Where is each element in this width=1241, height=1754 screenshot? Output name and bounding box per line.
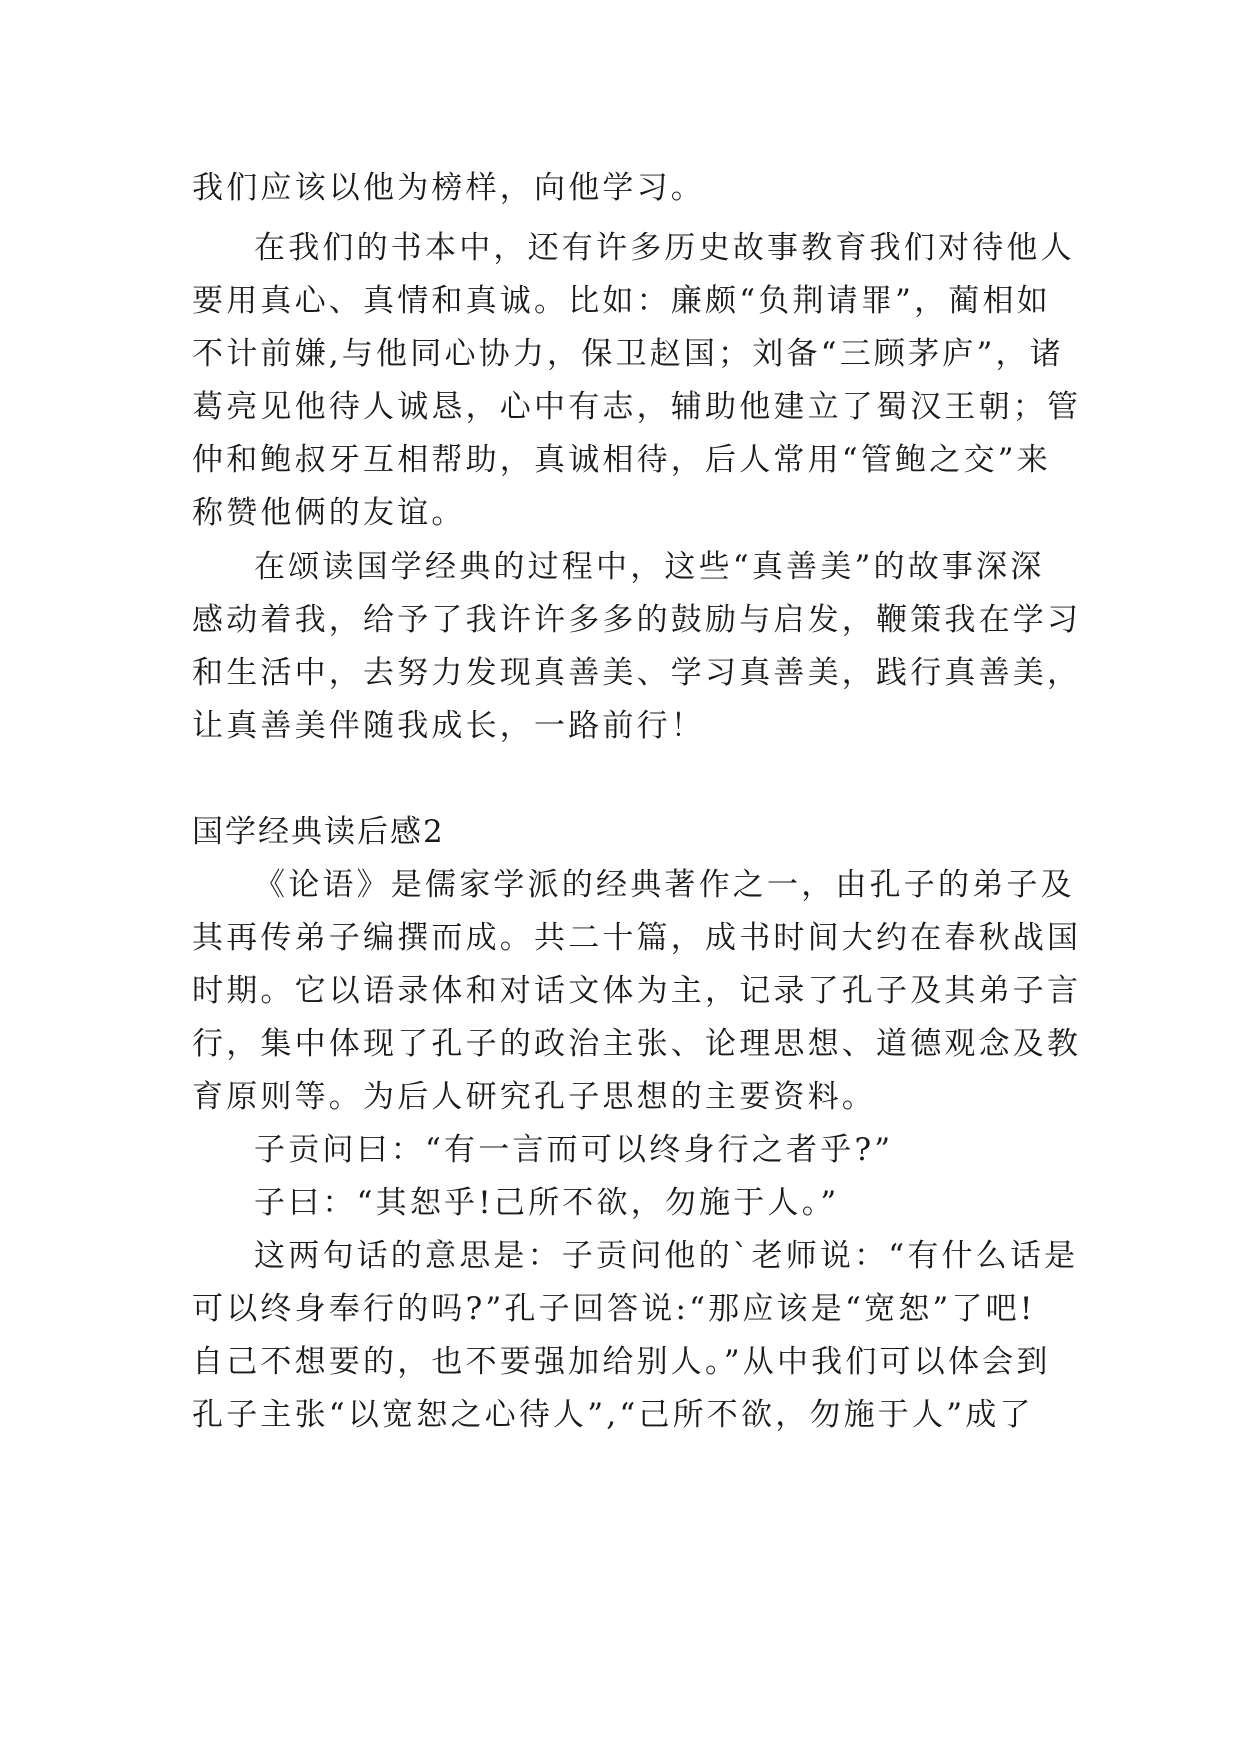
paragraph-line: 葛亮见他待人诚恳，心中有志，辅助他建立了蜀汉王朝；管 (192, 389, 1082, 425)
paragraph-line: 感动着我，给予了我许许多多的鼓励与启发，鞭策我在学习 (192, 602, 1082, 638)
paragraph-line: 和生活中，去努力发现真善美、学习真善美，践行真善美， (192, 655, 1082, 691)
paragraph-line: 仲和鲍叔牙互相帮助，真诚相待，后人常用“管鲍之交”来 (192, 442, 1051, 478)
paragraph-line: 可以终身奉行的吗?”孔子回答说:“那应该是“宽恕”了吧! (192, 1291, 1036, 1327)
paragraph-line: 我们应该以他为榜样，向他学习。 (192, 170, 705, 206)
paragraph-line: 在颂读国学经典的过程中，这些“真善美”的故事深深 (254, 549, 1045, 585)
paragraph-line: 让真善美伴随我成长，一路前行！ (192, 708, 705, 744)
paragraph-line: 孔子主张“以宽恕之心待人”,“己所不欲，勿施于人”成了 (192, 1397, 1034, 1433)
paragraph-line: 要用真心、真情和真诚。比如：廉颇“负荆请罪”，蔺相如 (192, 283, 1051, 319)
paragraph-line: 其再传弟子编撰而成。共二十篇，成书时间大约在春秋战国 (192, 920, 1082, 956)
paragraph-line: 在我们的书本中，还有许多历史故事教育我们对待他人 (254, 230, 1075, 266)
paragraph-line: 这两句话的意思是：子贡问他的`老师说：“有什么话是 (254, 1238, 1079, 1274)
paragraph-line: 《论语》是儒家学派的经典著作之一，由孔子的弟子及 (254, 867, 1075, 903)
paragraph-line: 时期。它以语录体和对话文体为主，记录了孔子及其弟子言 (192, 973, 1082, 1009)
paragraph-line: 育原则等。为后人研究孔子思想的主要资料。 (192, 1079, 876, 1115)
paragraph-line: 称赞他俩的友谊。 (192, 495, 466, 531)
paragraph-line: 行，集中体现了孔子的政治主张、论理思想、道德观念及教 (192, 1026, 1082, 1062)
paragraph-line: 子贡问曰：“有一言而可以终身行之者乎?” (254, 1132, 894, 1168)
paragraph-line: 子曰：“其恕乎!己所不欲，勿施于人。” (254, 1185, 840, 1221)
section-heading: 国学经典读后感2 (192, 814, 445, 850)
paragraph-line: 自己不想要的，也不要强加给别人。”从中我们可以体会到 (192, 1344, 1051, 1380)
paragraph-line: 不计前嫌,与他同心协力，保卫赵国；刘备“三顾茅庐”，诸 (192, 336, 1064, 372)
